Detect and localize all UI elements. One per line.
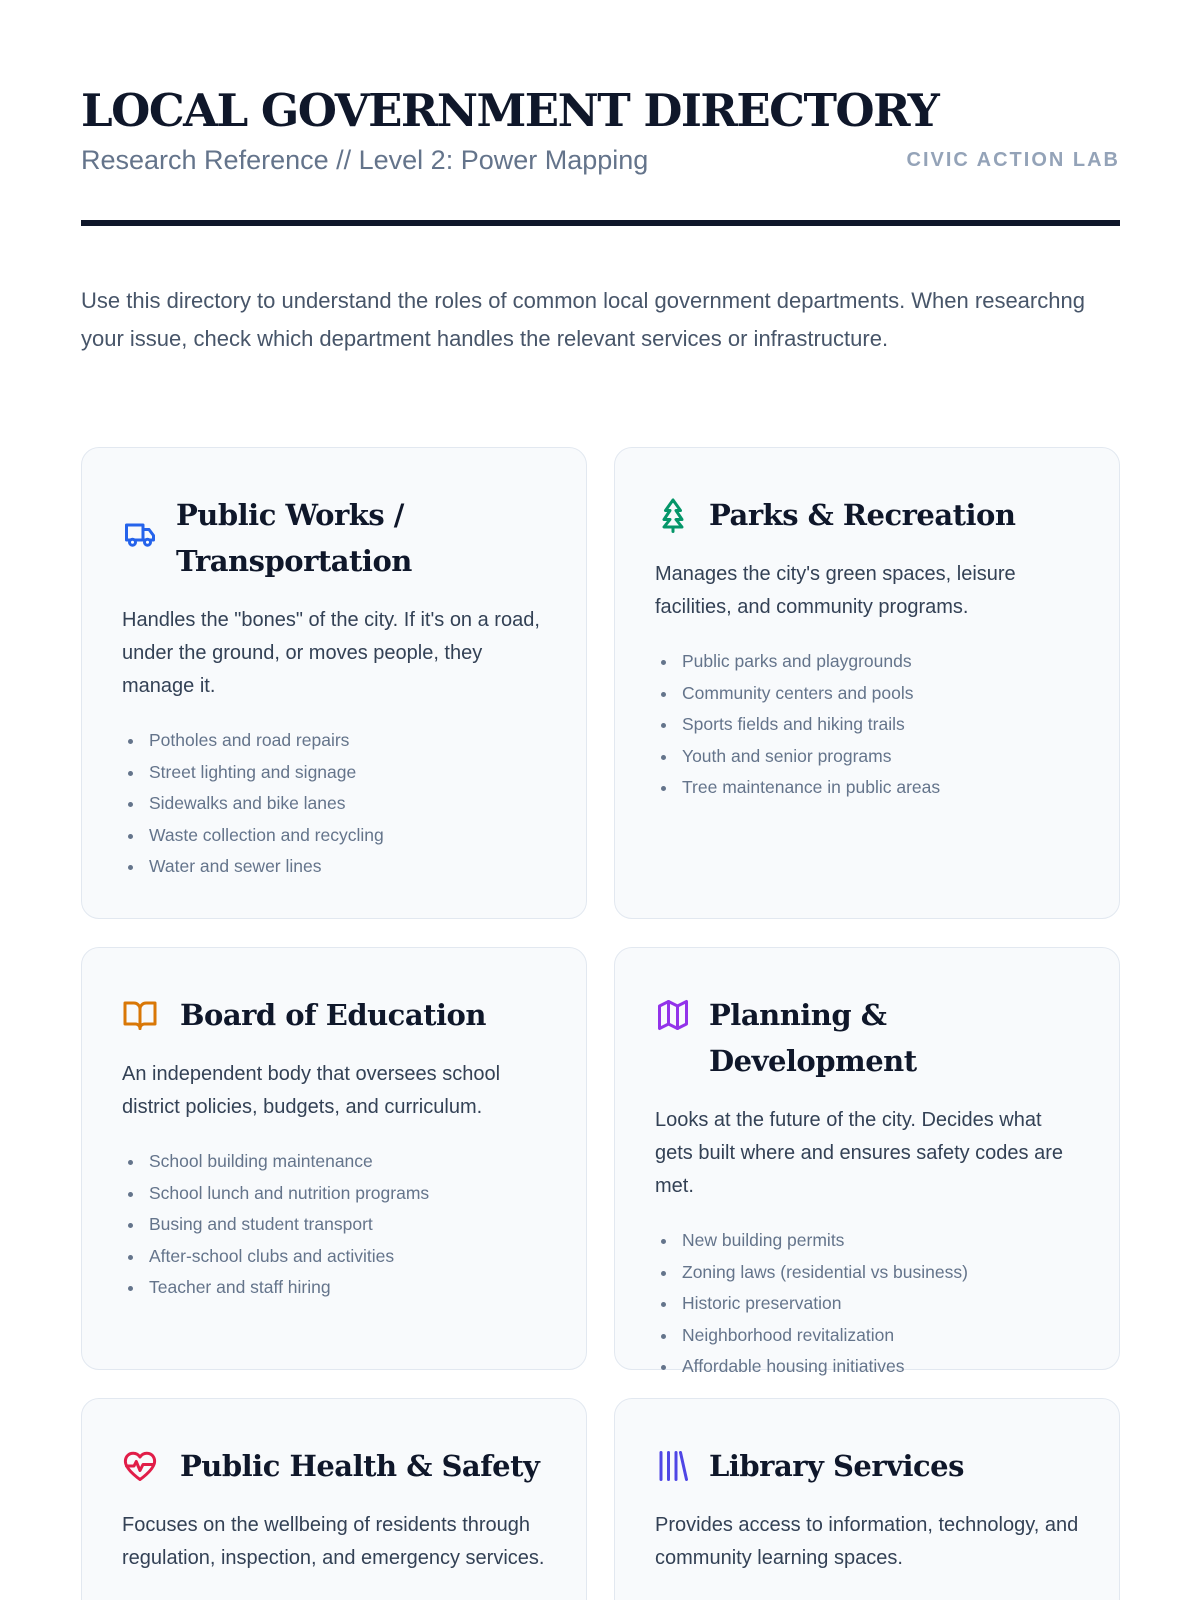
directory-page	[81, 0, 1120, 1569]
list-item: Sidewalks and bike lanes	[122, 788, 546, 820]
card-description: Focuses on the wellbeing of residents through regulation, inspection, and emergency services.	[122, 1514, 545, 1569]
list-item: Teacher and staff hiring	[122, 1272, 546, 1304]
service-list	[122, 725, 546, 883]
list-item: School building maintenance	[122, 1146, 546, 1178]
page-subtitle: Research Reference // Level 2: Power Mapping	[81, 145, 649, 175]
card-title: Board of Education	[180, 998, 486, 1032]
card-header	[122, 992, 546, 1038]
list-item: School lunch and nutrition programs	[122, 1178, 546, 1210]
card-header	[122, 1443, 546, 1489]
heart-pulse-icon	[122, 1448, 158, 1484]
intro-paragraph: Use this directory to understand the roles of common local government departments. When researchng your issue, check which department handles the relevant services or infrastructure.	[81, 288, 1085, 351]
card-title: Library Services	[709, 1449, 964, 1483]
list-item: Waste collection and recycling	[122, 820, 546, 852]
page-header	[81, 0, 1120, 226]
card-title: Planning & Development	[709, 998, 917, 1078]
list-item: Public parks and playgrounds	[655, 646, 1079, 678]
list-item: Water and sewer lines	[122, 851, 546, 883]
list-item: Sports fields and hiking trails	[655, 709, 1079, 741]
card-title: Public Works / Transportation	[176, 498, 412, 578]
service-list	[655, 1225, 1079, 1383]
page-title: LOCAL GOVERNMENT DIRECTORY	[81, 84, 939, 137]
card-description: Provides access to information, technology, and community learning spaces.	[655, 1514, 1079, 1569]
list-item: Youth and senior programs	[655, 741, 1079, 773]
list-item: Zoning laws (residential vs business)	[655, 1257, 1079, 1289]
list-item: Historic preservation	[655, 1288, 1079, 1320]
list-item: Busing and student transport	[122, 1209, 546, 1241]
list-item: Street lighting and signage	[122, 757, 546, 789]
card-header	[655, 1443, 1079, 1489]
list-item: New building permits	[655, 1225, 1079, 1257]
truck-icon	[122, 516, 158, 552]
department-card-health-safety	[81, 1398, 587, 1600]
card-header	[655, 492, 1079, 538]
list-item: Neighborhood revitalization	[655, 1320, 1079, 1352]
department-card-library	[614, 1398, 1120, 1600]
library-icon	[655, 1448, 691, 1484]
tree-icon	[655, 497, 691, 533]
department-card-planning	[614, 947, 1120, 1376]
service-list	[655, 646, 1079, 804]
card-header	[655, 992, 1079, 1084]
service-list	[122, 1146, 546, 1304]
card-title: Parks & Recreation	[709, 498, 1016, 532]
list-item: Potholes and road repairs	[122, 725, 546, 757]
department-card-education	[81, 947, 587, 1370]
header-divider	[81, 220, 1120, 226]
card-description: Manages the city's green spaces, leisure facilities, and community programs.	[655, 563, 1016, 618]
list-item: Community centers and pools	[655, 678, 1079, 710]
book-icon	[122, 997, 158, 1033]
card-title: Public Health & Safety	[180, 1449, 540, 1483]
list-item: Affordable housing initiatives	[655, 1351, 1079, 1383]
card-header	[122, 492, 546, 584]
card-description: Looks at the future of the city. Decides what gets built where and ensures safety codes are met.	[655, 1109, 1064, 1197]
list-item: Tree maintenance in public areas	[655, 772, 1079, 804]
card-description: An independent body that oversees school district policies, budgets, and curriculum.	[122, 1063, 501, 1118]
map-icon	[655, 997, 691, 1033]
list-item: After-school clubs and activities	[122, 1241, 546, 1273]
department-card-parks	[614, 447, 1120, 919]
card-description: Handles the "bones" of the city. If it's on a road, under the ground, or moves people, they manage it.	[122, 609, 540, 697]
brand-label: CIVIC ACTION LAB	[906, 149, 1120, 171]
department-card-public-works	[81, 447, 587, 919]
